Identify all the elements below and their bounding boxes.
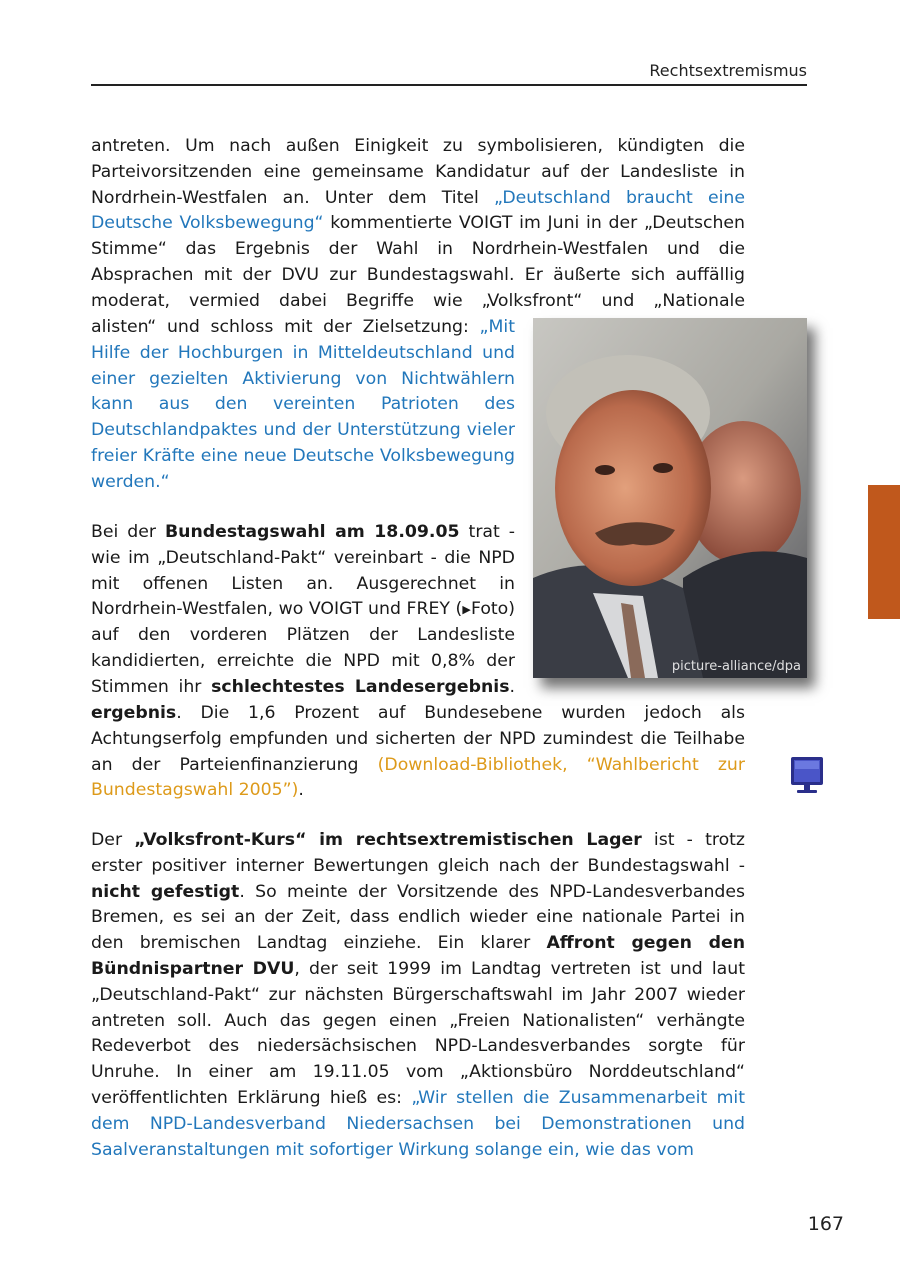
paragraph-2-text: Bei der Bundestagswahl am 18.09.05 trat - wie im „Deutschland-Pakt“ vereinbart - die NPD mit offenen Listen an. Ausgerechnet in Nordrhein-Westfalen, wo VOIGT und FREY (▶Foto) auf den vorderen Plätzen der Landesliste kandidierten, erreichte die NPD mit 0,8% der Stimmen ihr schlechtestes Landesergebnis. xyxy=(91,522,515,697)
photo xyxy=(533,318,807,678)
photo-credit: picture-alliance/dpa xyxy=(671,659,801,674)
photo-reference-link[interactable]: Foto xyxy=(471,599,509,620)
triangle-right-icon: ▶ xyxy=(462,603,471,617)
quote-goal: „Mit Hilfe der Hochburgen in Mitteldeutschland und einer gezielten Aktivierung von Nichtwählern kann aus den vereinten Patrioten des Deutschlandpaktes und der Unterstützung vieler freier Kräfte eine neue Deutsche Volksbewegung werden.“ xyxy=(91,317,515,492)
monitor-icon[interactable] xyxy=(790,756,824,796)
header-rule xyxy=(91,84,807,86)
paragraph-1-wide xyxy=(91,134,745,315)
paragraph-2-narrow xyxy=(91,520,515,701)
paragraph-2-wide: ergebnis. Die 1,6 Prozent auf Bundesebene wurden jedoch als Achtungserfolg empfunden und sicherten der NPD zumindest die Teilhabe an der Parteienfinanzierung (Download-Bibliothek, “Wahlbericht zur Bundestagswahl 2005”). xyxy=(91,703,745,801)
paragraph-1-narrow xyxy=(91,315,515,496)
page-number: 167 xyxy=(807,1213,844,1235)
paragraph-3 xyxy=(91,828,745,1164)
section-tab xyxy=(868,485,900,619)
running-header: Rechtsextremismus xyxy=(649,61,807,80)
quote-statement: „Wir stellen die Zusammenarbeit mit dem NPD-Landesverband Niedersachsen bei Demonstrationen und Saalveranstaltungen mit sofortiger Wirkung solange ein, wie das vom xyxy=(91,1087,745,1160)
quote-title: „Deutschland braucht eine Deutsche Volksbewegung“ xyxy=(91,187,745,234)
download-library-link-wide[interactable]: (Download-Bibliothek, “Wahlbericht zur Bundestagswahl 2005”) xyxy=(91,754,745,801)
paragraph-3-text: Der „Volksfront-Kurs“ im rechtsextremistischen Lager ist - trotz erster positiver interner Bewertungen gleich nach der Bundestagswahl - nicht gefestigt. So meinte der Vorsitzende des NPD-Landesverbandes Bremen, es sei an der Zeit, dass endlich wieder eine nationale Partei in den bremischen Landtag einziehe. Ein klarer Affront gegen den Bündnispartner DVU, der seit 1999 im Landtag vertreten ist und laut „Deutschland-Pakt“ zur nächsten Bürgerschaftswahl im Jahr 2007 wieder antreten soll. Auch das gegen einen „Freien Nationalisten“ verhängte Redeverbot des niedersächsischen NPD-Landesverbandes sorgte für Unruhe. In einer am 19.11.05 vom „Aktionsbüro Norddeutschland“ veröffentlichten Erklärung hieß es: „Wir stellen die Zusammenarbeit mit dem NPD-Landesverband Niedersachsen bei Demonstrationen und Saalveranstaltungen mit sofortiger Wirkung solange ein, wie das vom xyxy=(91,830,745,1160)
paragraph-1-lead: alisten“ und schloss mit der Zielsetzung: xyxy=(91,317,480,337)
paragraph-1-text: antreten. Um nach außen Einigkeit zu symbolisieren, kündigten die Parteivorsitzenden eine gemeinsame Kandidatur auf der Landesliste in Nordrhein-Westfalen an. Unter dem Titel „Deutschland braucht eine Deutsche Volksbewegung“ kommentierte VOIGT im Juni in der „Deutschen Stimme“ das Ergebnis der Wahl in Nordrhein-Westfalen und die Absprachen mit der DVU zur Bundestagswahl. Er äußerte sich auffällig moderat, vermied dabei Begriffe wie „Volksfront“ und „Nationale xyxy=(91,136,745,311)
